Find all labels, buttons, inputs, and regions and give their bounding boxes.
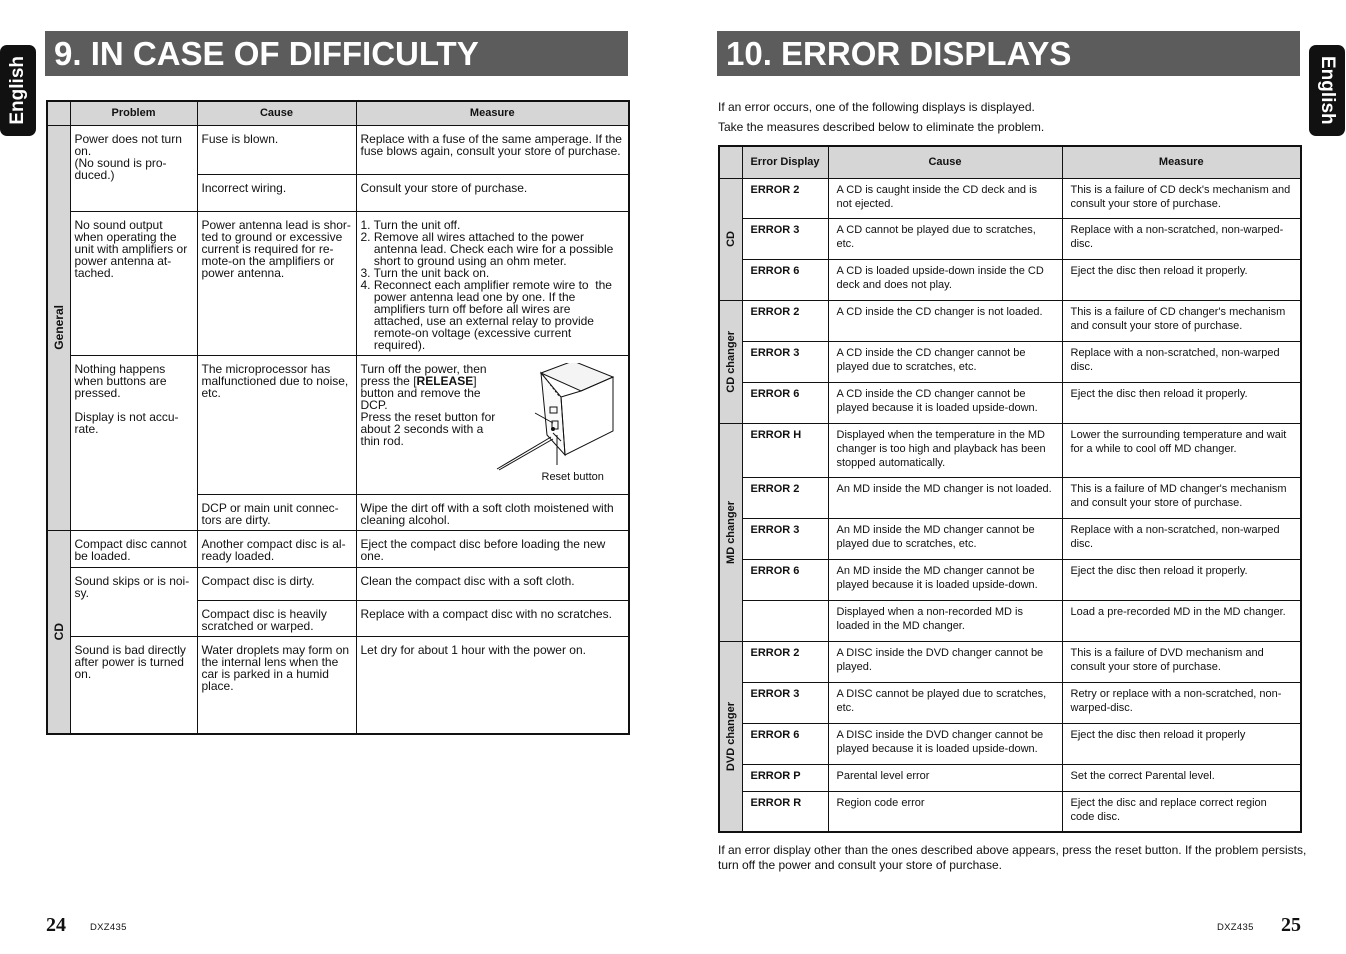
- cause-cell: Compact disc is dirty.: [197, 567, 356, 600]
- measure-text-a: Turn off the power, then press the [: [360, 361, 487, 388]
- group-label-cell: CD changer: [719, 300, 742, 423]
- header-measure: Measure: [1062, 146, 1301, 178]
- page-number-left: 24: [46, 914, 66, 936]
- cause-cell: Fuse is blown.: [197, 125, 356, 174]
- error-code: [742, 600, 828, 641]
- error-code: ERROR 3: [742, 341, 828, 382]
- measure-step: 2. Remove all wires attached to the power antenna lead. Check each wire for a possible short to ground using an ohm meter.: [360, 229, 614, 268]
- error-code: ERROR 3: [742, 682, 828, 723]
- measure-cell: This is a failure of DVD mechanism and consult your store of purchase.: [1062, 641, 1301, 682]
- measure-text-b: ] button and remove the DCP. Press the reset button for about 2 seconds with a thin rod.: [360, 373, 496, 448]
- error-row: [719, 791, 1301, 832]
- problem-cell: Power does not turn on. (No sound is pro- duced.): [70, 125, 197, 211]
- measure-step: 3. Turn the unit back on.: [360, 265, 490, 280]
- footer-note: If an error display other than the ones described above appears, press the reset button. If the problem persists, turn off the power and consult your store of purchase.: [718, 843, 1307, 872]
- cause-cell: Region code error: [828, 791, 1062, 832]
- cause-cell: Compact disc is heavily scratched or warped.: [197, 600, 356, 636]
- error-row: [719, 300, 1301, 341]
- release-key-label: RELEASE: [416, 373, 474, 388]
- error-row: [719, 641, 1301, 682]
- problem-cell: Sound skips or is noi- sy.: [70, 567, 197, 636]
- error-row: [719, 518, 1301, 559]
- error-code: ERROR 2: [742, 178, 828, 218]
- error-row: [719, 341, 1301, 382]
- cause-cell: A DISC cannot be played due to scratches, etc.: [828, 682, 1062, 723]
- measure-step: 1. Turn the unit off.: [360, 217, 461, 232]
- measure-cell: Lower the surrounding temperature and wait for a while to cool off MD changer.: [1062, 423, 1301, 477]
- group-label-cell: DVD changer: [719, 641, 742, 832]
- cause-cell: Parental level error: [828, 764, 1062, 791]
- reset-button-illustration: [495, 363, 619, 473]
- group-label-cell: CD: [719, 178, 742, 300]
- measure-cell: Clean the compact disc with a soft cloth.: [356, 567, 629, 600]
- measure-step: 4. Reconnect each amplifier remote wire to the power antenna lead one by one. If the amplifiers turn off before all wires are attached, use an external relay to provide remote-on voltage (excessive current required).: [360, 277, 612, 352]
- error-code: ERROR 3: [742, 518, 828, 559]
- cause-cell: Power antenna lead is shor- ted to ground or excessive current is required for re- mote-on the amplifiers or power antenna.: [197, 211, 356, 355]
- problem-cell: Sound is bad directly after power is turned on.: [70, 636, 197, 734]
- language-tab-left: English: [0, 45, 36, 136]
- cause-cell: A CD is caught inside the CD deck and is not ejected.: [828, 178, 1062, 218]
- cause-cell: A DISC inside the DVD changer cannot be played because it is loaded upside-down.: [828, 723, 1062, 764]
- measure-cell: Set the correct Parental level.: [1062, 764, 1301, 791]
- right-section-heading: 10. ERROR DISPLAYS: [717, 31, 1300, 76]
- cause-cell: A CD inside the CD changer cannot be played because it is loaded upside-down.: [828, 382, 1062, 423]
- error-code: ERROR 2: [742, 300, 828, 341]
- cause-cell: Displayed when a non-recorded MD is loaded in the MD changer.: [828, 600, 1062, 641]
- measure-cell: Eject the compact disc before loading the new one.: [356, 530, 629, 567]
- cause-cell: Water droplets may form on the internal lens when the car is parked in a humid place.: [197, 636, 356, 734]
- model-name-right: DXZ435: [1217, 922, 1254, 933]
- error-row: [719, 477, 1301, 518]
- measure-cell: Replace with a non-scratched, non-warped-disc.: [1062, 218, 1301, 259]
- group-general: General: [47, 125, 70, 530]
- error-code: ERROR 3: [742, 218, 828, 259]
- error-code: ERROR 6: [742, 259, 828, 300]
- error-code: ERROR 2: [742, 477, 828, 518]
- measure-cell: Replace with a compact disc with no scratches.: [356, 600, 629, 636]
- error-code: ERROR H: [742, 423, 828, 477]
- error-code: ERROR 6: [742, 559, 828, 600]
- left-section-heading: 9. IN CASE OF DIFFICULTY: [45, 31, 628, 76]
- header-cause: Cause: [197, 101, 356, 125]
- measure-cell: Load a pre-recorded MD in the MD changer.: [1062, 600, 1301, 641]
- error-row: [719, 178, 1301, 218]
- header-error-display: Error Display: [742, 146, 828, 178]
- error-code: ERROR R: [742, 791, 828, 832]
- measure-cell: Replace with a non-scratched, non-warped disc.: [1062, 341, 1301, 382]
- cause-cell: Incorrect wiring.: [197, 174, 356, 211]
- language-tab-right: English: [1309, 45, 1345, 136]
- problem-line: Display is not accu- rate.: [74, 409, 179, 436]
- measure-cell: Eject the disc then reload it properly: [1062, 723, 1301, 764]
- intro-line: If an error occurs, one of the following displays is displayed.: [718, 100, 1035, 114]
- cause-cell: A CD is loaded upside-down inside the CD deck and does not play.: [828, 259, 1062, 300]
- cause-cell: DCP or main unit connec- tors are dirty.: [197, 494, 356, 530]
- error-row: [719, 259, 1301, 300]
- error-row: [719, 764, 1301, 791]
- measure-cell: This is a failure of CD deck's mechanism and consult your store of purchase.: [1062, 178, 1301, 218]
- model-name-left: DXZ435: [90, 922, 127, 933]
- cause-cell: The microprocessor has malfunctioned due to noise, etc.: [197, 355, 356, 494]
- error-code: ERROR 6: [742, 723, 828, 764]
- header-cause: Cause: [828, 146, 1062, 178]
- error-row: [719, 723, 1301, 764]
- measure-cell: This is a failure of MD changer's mechanism and consult your store of purchase.: [1062, 477, 1301, 518]
- group-cd: CD: [47, 530, 70, 734]
- intro-text: [718, 98, 1318, 137]
- reset-button-label: Reset button: [541, 470, 604, 483]
- header-spacer: [719, 146, 742, 178]
- error-code: ERROR 2: [742, 641, 828, 682]
- measure-cell: Replace with a non-scratched, non-warped disc.: [1062, 518, 1301, 559]
- problem-line: Nothing happens when buttons are pressed.: [74, 361, 167, 400]
- measure-cell: Eject the disc then reload it properly.: [1062, 382, 1301, 423]
- header-problem: Problem: [70, 101, 197, 125]
- measure-cell: Eject the disc and replace correct region code disc.: [1062, 791, 1301, 832]
- measure-cell: Consult your store of purchase.: [356, 174, 629, 211]
- cause-cell: An MD inside the MD changer cannot be played because it is loaded upside-down.: [828, 559, 1062, 600]
- problem-cell: Compact disc cannot be loaded.: [70, 530, 197, 567]
- cause-cell: Displayed when the temperature in the MD changer is too high and playback has been stopped automatically.: [828, 423, 1062, 477]
- cause-cell: A DISC inside the DVD changer cannot be played.: [828, 641, 1062, 682]
- header-spacer: [47, 101, 70, 125]
- error-row: [719, 600, 1301, 641]
- cause-cell: An MD inside the MD changer is not loaded.: [828, 477, 1062, 518]
- measure-cell: Let dry for about 1 hour with the power on.: [356, 636, 629, 734]
- cause-cell: A CD cannot be played due to scratches, etc.: [828, 218, 1062, 259]
- error-code: ERROR 6: [742, 382, 828, 423]
- cause-cell: An MD inside the MD changer cannot be played due to scratches, etc.: [828, 518, 1062, 559]
- header-measure: Measure: [356, 101, 629, 125]
- group-label-cell: MD changer: [719, 423, 742, 641]
- cause-cell: Another compact disc is al- ready loaded.: [197, 530, 356, 567]
- cause-cell: A CD inside the CD changer is not loaded.: [828, 300, 1062, 341]
- measure-cell: Replace with a fuse of the same amperage. If the fuse blows again, consult your store of purchase.: [356, 125, 629, 174]
- measure-cell: Retry or replace with a non-scratched, non-warped-disc.: [1062, 682, 1301, 723]
- cause-cell: A CD inside the CD changer cannot be played due to scratches, etc.: [828, 341, 1062, 382]
- measure-cell: Eject the disc then reload it properly.: [1062, 259, 1301, 300]
- error-row: [719, 218, 1301, 259]
- error-table: [718, 145, 1302, 833]
- measure-cell: This is a failure of CD changer's mechanism and consult your store of purchase.: [1062, 300, 1301, 341]
- page-number-right: 25: [1281, 914, 1301, 936]
- measure-cell: [356, 211, 629, 355]
- measure-cell: Wipe the dirt off with a soft cloth moistened with cleaning alcohol.: [356, 494, 629, 530]
- error-code: ERROR P: [742, 764, 828, 791]
- difficulty-table: [46, 100, 630, 735]
- measure-cell: [356, 355, 629, 494]
- intro-line: Take the measures described below to eliminate the problem.: [718, 119, 1045, 134]
- error-row: [719, 559, 1301, 600]
- measure-cell: Eject the disc then reload it properly.: [1062, 559, 1301, 600]
- problem-cell: [70, 355, 197, 530]
- error-row: [719, 682, 1301, 723]
- error-row: [719, 423, 1301, 477]
- problem-cell: No sound output when operating the unit with amplifiers or power antenna at- tached.: [70, 211, 197, 355]
- error-row: [719, 382, 1301, 423]
